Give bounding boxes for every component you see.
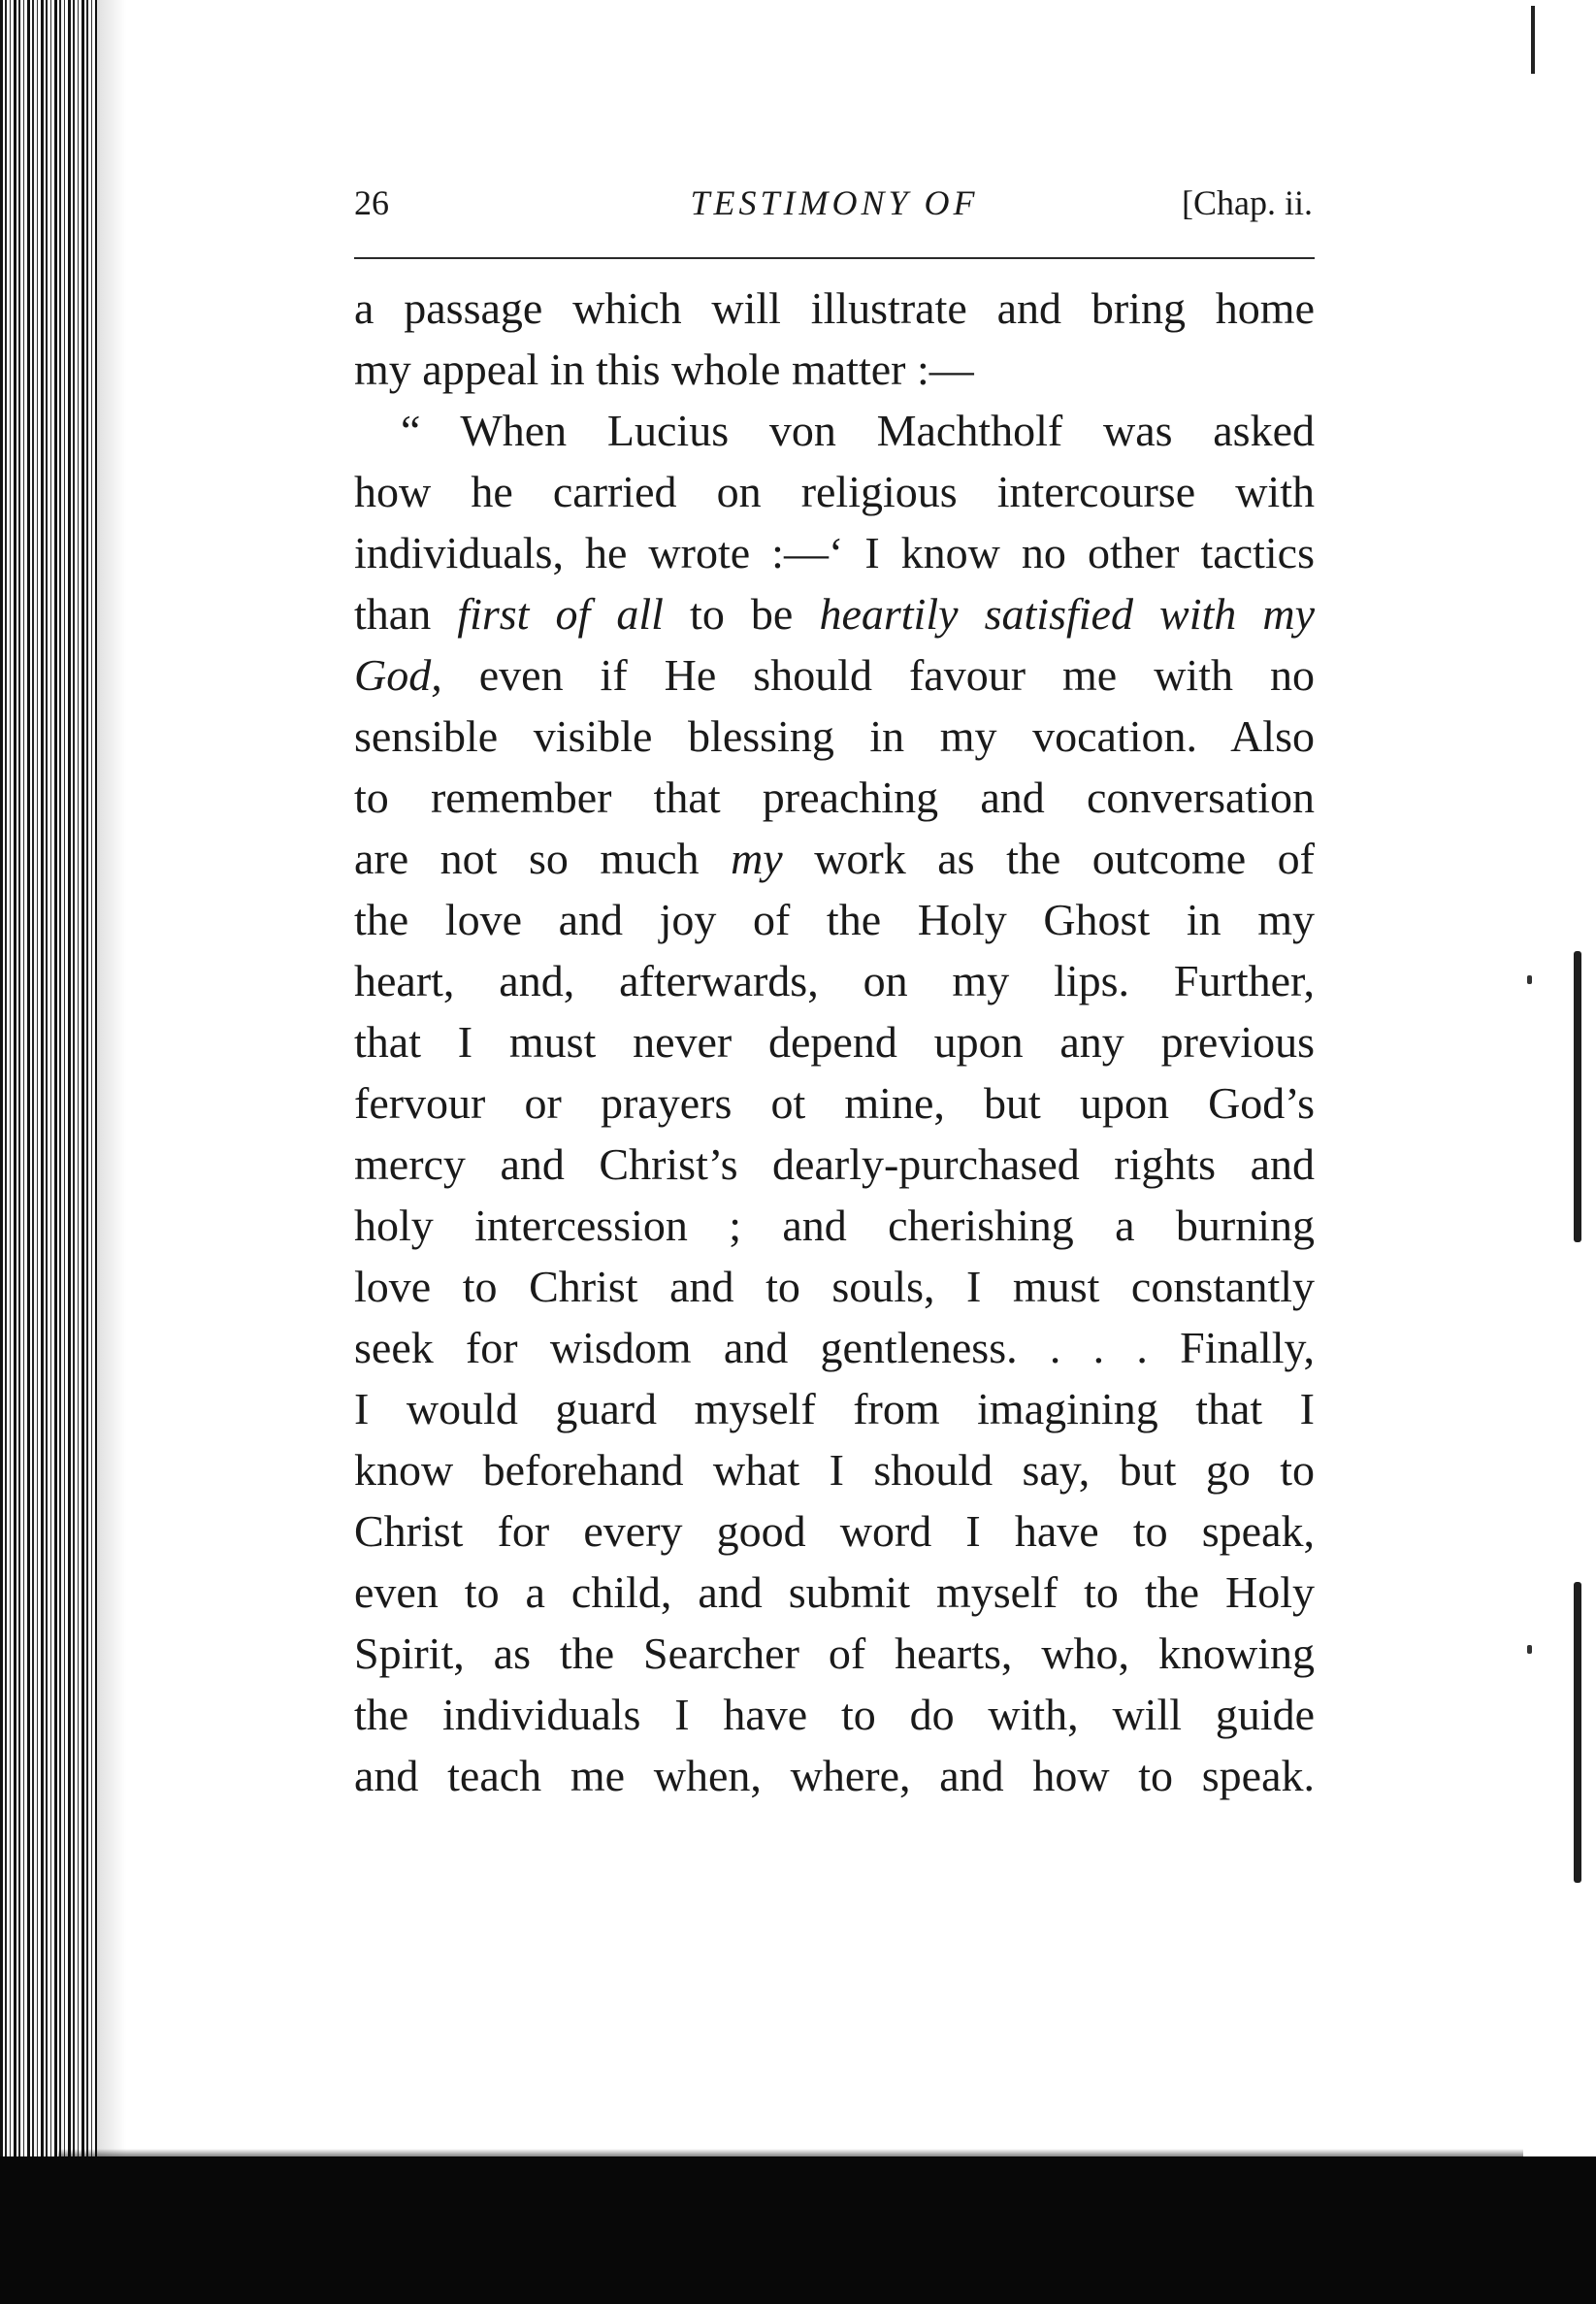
text-line: fervour or prayers ot mine, but upon God’s (354, 1078, 1315, 1128)
running-head (354, 175, 1315, 233)
text-line: heart, and, afterwards, on my lips. Further, (354, 956, 1315, 1005)
text-line: the individuals I have to do with, will guide (354, 1690, 1315, 1739)
text-line: I would guard myself from imagining that I (354, 1384, 1315, 1433)
text-line: how he carried on religious intercourse with (354, 467, 1315, 516)
text-line (354, 644, 1315, 706)
text-run: to be (663, 589, 820, 639)
text-line: individuals, he wrote :—‘ I know no other tactics (354, 528, 1315, 577)
text-line: mercy and Christ’s dearly-purchased rights and (354, 1139, 1315, 1189)
text-line: to remember that preaching and conversation (354, 773, 1315, 822)
text-line: know beforehand what I should say, but go to (354, 1445, 1315, 1495)
scanner-background (0, 2156, 1596, 2304)
italic-run: God, (354, 650, 442, 700)
text-run: work as the outcome of (782, 834, 1315, 883)
page-number: 26 (354, 183, 389, 222)
text-line: love to Christ and to souls, I must constantly (354, 1262, 1315, 1311)
text-line: that I must never depend upon any previous (354, 1017, 1315, 1067)
margin-speck (1527, 975, 1532, 984)
text-run: are not so much (354, 834, 732, 883)
text-run: even if He should favour me with no (441, 650, 1315, 700)
text-line: holy intercession ; and cherishing a burning (354, 1201, 1315, 1250)
chapter-reference: [Chap. ii. (1182, 183, 1313, 222)
text-line: and teach me when, where, and how to speak. (354, 1751, 1315, 1800)
margin-speck (1527, 1645, 1532, 1654)
text-line: Spirit, as the Searcher of hearts, who, knowing (354, 1629, 1315, 1678)
page-edge-mark (1574, 951, 1581, 1242)
text-line: sensible visible blessing in my vocation. Also (354, 711, 1315, 761)
margin-mark (1531, 6, 1535, 74)
text-line (354, 583, 1315, 644)
page-edge-mark (1574, 1582, 1581, 1883)
gutter-shadow (97, 0, 126, 2159)
text-line: even to a child, and submit myself to the Holy (354, 1567, 1315, 1617)
running-title: TESTIMONY OF (690, 183, 979, 222)
text-line: a passage which will illustrate and bring home (354, 283, 1315, 333)
text-run: than (354, 589, 458, 639)
text-line: “ When Lucius von Machtholf was asked (401, 406, 1315, 455)
text-line: Christ for every good word I have to speak, (354, 1506, 1315, 1556)
italic-run: my (731, 834, 783, 883)
italic-run: heartily satisfied with my (819, 589, 1316, 639)
text-line: my appeal in this whole matter :— (354, 345, 974, 394)
book-spine-edge (0, 0, 97, 2159)
text-line: the love and joy of the Holy Ghost in my (354, 895, 1315, 944)
body-text (354, 278, 1315, 1806)
header-rule (354, 257, 1315, 259)
text-line (354, 828, 1315, 889)
italic-run: first of all (457, 589, 664, 639)
text-line: seek for wisdom and gentleness. . . . Finally, (354, 1323, 1315, 1372)
